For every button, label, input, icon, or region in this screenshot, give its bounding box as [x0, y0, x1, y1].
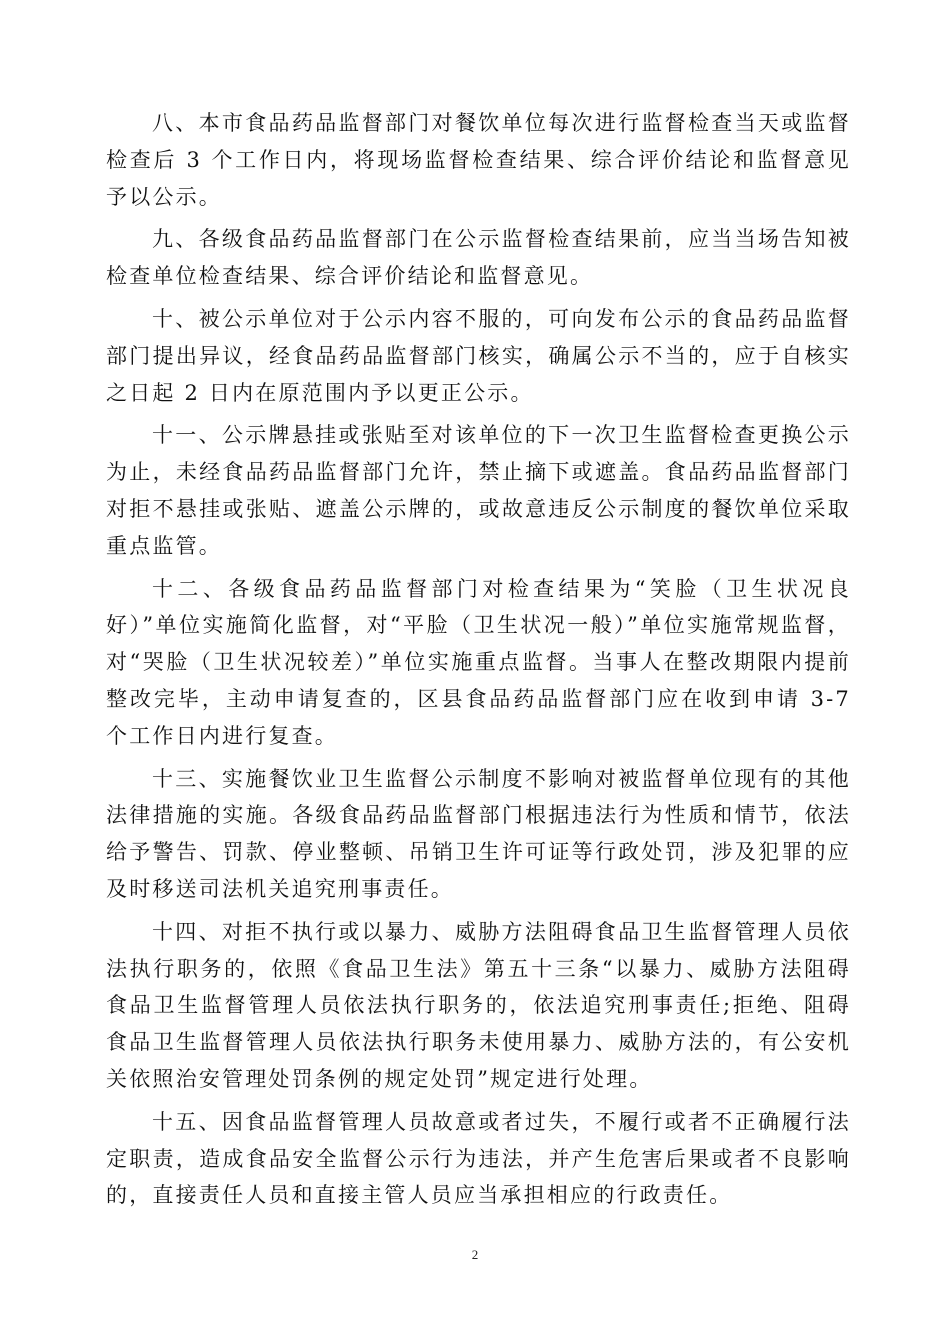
paragraph-14: 十四、对拒不执行或以暴力、威胁方法阻碍食品卫生监督管理人员依法执行职务的，依照《食品卫生法》第五十三条“以暴力、威胁方法阻碍食品卫生监督管理人员依法执行职务的，依法追究刑事责任;拒绝、阻碍食品卫生监督管理人员依法执行职务未使用暴力、威胁方法的，有公安机关依照治安管理处罚条例的规定处罚”规定进行处理。 — [106, 919, 851, 1091]
paragraph-10: 十、被公示单位对于公示内容不服的，可向发布公示的食品药品监督部门提出异议，经食品药品监督部门核实，确属公示不当的，应于自核实之日起 2 日内在原范围内予以更正公示。 — [106, 306, 851, 405]
document-body — [106, 105, 851, 1220]
paragraph-9: 九、各级食品药品监督部门在公示监督检查结果前，应当当场告知被检查单位检查结果、综合评价结论和监督意见。 — [106, 227, 851, 289]
paragraph-8: 八、本市食品药品监督部门对餐饮单位每次进行监督检查当天或监督检查后 3 个工作日内，将现场监督检查结果、综合评价结论和监督意见予以公示。 — [106, 111, 851, 209]
paragraph-15: 十五、因食品监督管理人员故意或者过失，不履行或者不正确履行法定职责，造成食品安全监督公示行为违法，并产生危害后果或者不良影响的，直接责任人员和直接主管人员应当承担相应的行政责任。 — [106, 1109, 851, 1208]
paragraph-13: 十三、实施餐饮业卫生监督公示制度不影响对被监督单位现有的其他法律措施的实施。各级食品药品监督部门根据违法行为性质和情节，依法给予警告、罚款、停业整顿、吊销卫生许可证等行政处罚，涉及犯罪的应及时移送司法机关追究刑事责任。 — [106, 766, 851, 901]
page-number: 2 — [471, 1247, 479, 1262]
paragraph-11: 十一、公示牌悬挂或张贴至对该单位的下一次卫生监督检查更换公示为止，未经食品药品监督部门允许，禁止摘下或遮盖。食品药品监督部门对拒不悬挂或张贴、遮盖公示牌的，或故意违反公示制度的餐饮单位采取重点监管。 — [106, 423, 851, 558]
paragraph-12: 十二、各级食品药品监督部门对检查结果为“笑脸（卫生状况良好）”单位实施简化监督，对“平脸（卫生状况一般）”单位实施常规监督，对“哭脸（卫生状况较差）”单位实施重点监督。当事人在整改期限内提前整改完毕，主动申请复查的，区县食品药品监督部门应在收到申请 3-7 个工作日内进行复查。 — [106, 576, 851, 748]
